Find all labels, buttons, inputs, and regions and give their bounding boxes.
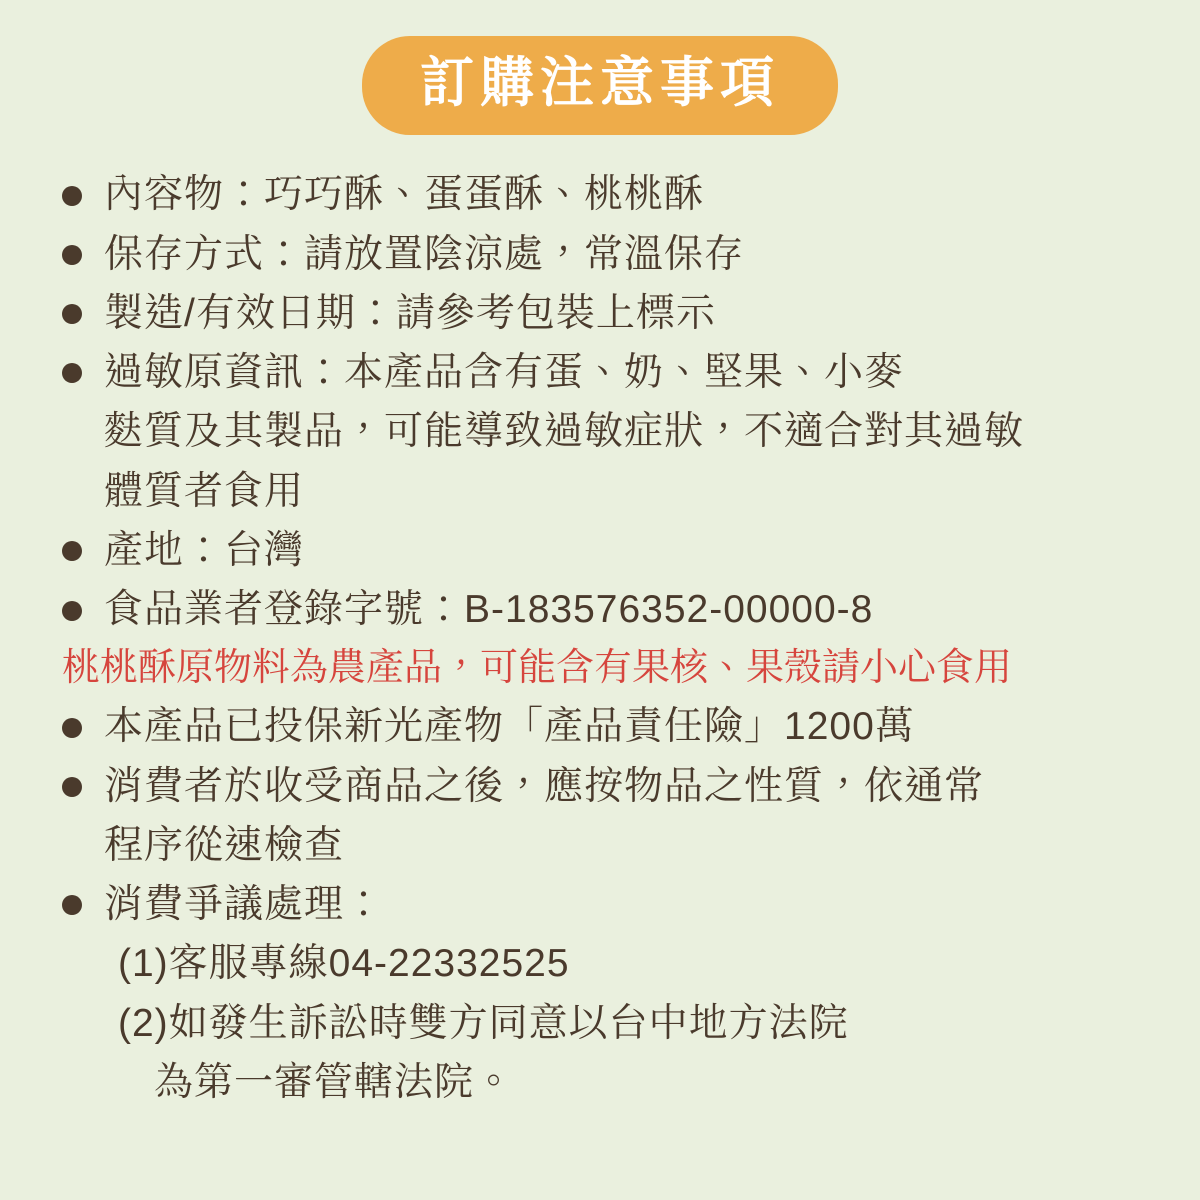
notice-item <box>62 875 1142 934</box>
bullet-dot-icon <box>62 304 82 324</box>
bullet-dot-icon <box>62 245 82 265</box>
page-title-container <box>0 0 1200 135</box>
bullet-dot-icon <box>62 601 82 621</box>
notice-item <box>62 757 1142 816</box>
notice-item-label: 本產品已投保新光產物「產品責任險」1200萬 <box>104 705 915 749</box>
notice-item <box>62 284 1142 343</box>
notice-item-label: 過敏原資訊：本產品含有蛋、奶、堅果、小麥 <box>104 351 905 395</box>
bullet-dot-icon <box>62 895 82 915</box>
notice-item-label: 產地：台灣 <box>104 528 305 572</box>
bullet-dot-icon <box>62 186 82 206</box>
bullet-dot-icon <box>62 363 82 383</box>
bullet-dot-icon <box>62 718 82 738</box>
notice-item-label: 保存方式：請放置陰涼處，常溫保存 <box>104 232 745 276</box>
notice-item <box>62 697 1142 756</box>
notice-item-continuation: (2)如發生訴訟時雙方同意以台中地方法院 <box>118 1001 849 1045</box>
notice-item <box>62 521 1142 580</box>
notice-item-label: 內容物：巧巧酥、蛋蛋酥、桃桃酥 <box>104 173 705 217</box>
bullet-dot-icon <box>62 777 82 797</box>
notice-item-continuation: 程序從速檢查 <box>104 823 345 867</box>
notice-item-label: 消費者於收受商品之後，應按物品之性質，依通常 <box>104 764 985 808</box>
notice-list <box>0 165 1200 1112</box>
notice-item <box>62 343 1142 402</box>
notice-item-continuation: 麩質及其製品，可能導致過敏症狀，不適合對其過敏 <box>104 410 1025 454</box>
notice-item-continuation: 體質者食用 <box>104 469 305 513</box>
notice-item-label: 製造/有效日期：請參考包裝上標示 <box>104 291 716 335</box>
notice-item-label: 消費爭議處理： <box>104 883 385 927</box>
notice-item-continuation: (1)客服專線04-22332525 <box>118 942 570 986</box>
notice-item <box>62 580 1142 639</box>
notice-warning-text: 桃桃酥原物料為農產品，可能含有果核、果殼請小心食用 <box>62 646 1013 689</box>
notice-item-label: 食品業者登錄字號：B-183576352-00000-8 <box>104 588 874 632</box>
page-title: 訂購注意事項 <box>362 36 838 135</box>
notice-item-continuation: 為第一審管轄法院。 <box>154 1060 515 1104</box>
bullet-dot-icon <box>62 541 82 561</box>
notice-item <box>62 225 1142 284</box>
notice-item <box>62 165 1142 224</box>
